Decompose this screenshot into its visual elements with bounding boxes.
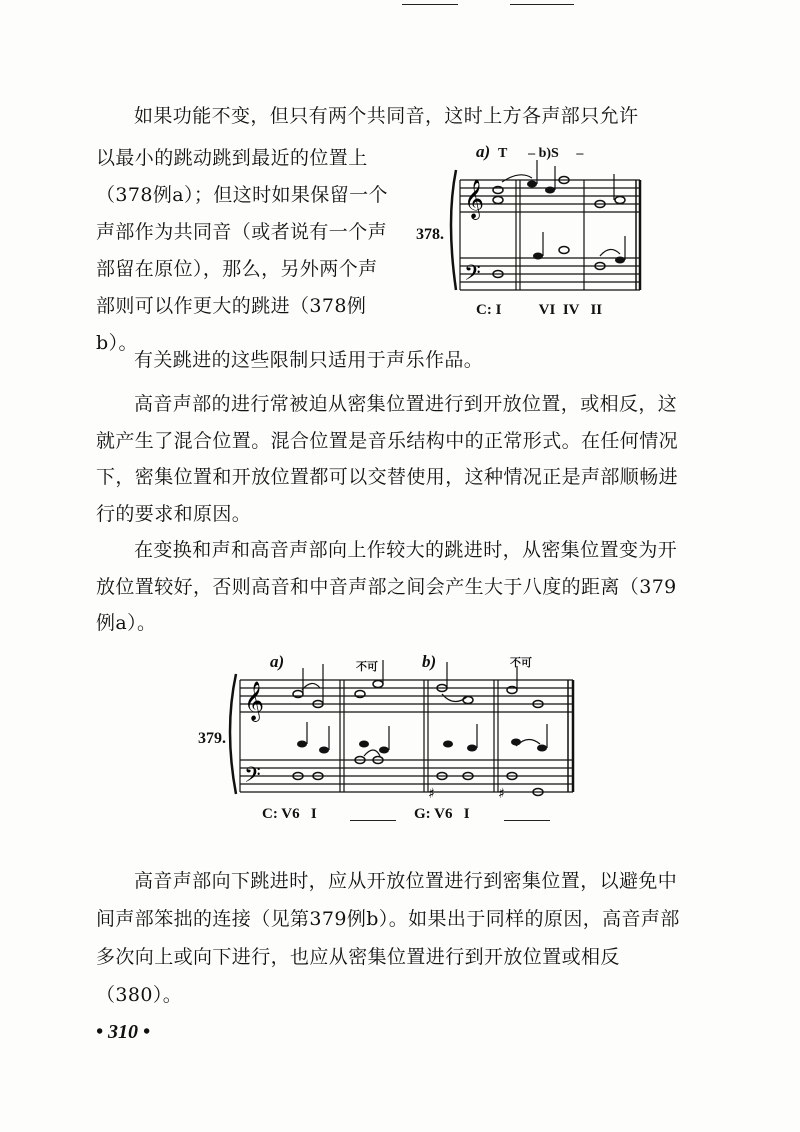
example-379-not-allowed-1: 不可 — [356, 660, 378, 673]
example-379-number: 379. — [198, 730, 226, 747]
svg-text:𝄞: 𝄞 — [244, 681, 265, 721]
example-378-mark-a: a) — [476, 142, 491, 161]
svg-text:♯: ♯ — [498, 786, 505, 802]
top-rule-left — [402, 4, 458, 5]
example-378-number: 378. — [416, 226, 444, 243]
svg-text:𝄞: 𝄞 — [464, 179, 485, 219]
example-379-staff — [228, 660, 578, 800]
paragraph-5: 高音声部向下跳进时，应从开放位置进行到密集位置，以避免中间声部笨拙的连接（见第379例b）。如果出于同样的原因，高音声部多次向上或向下进行，也应从密集位置进行到开放位置或相反（380）。 — [96, 870, 680, 1006]
svg-text:𝄢: 𝄢 — [464, 261, 481, 291]
paragraph-1-line-1: 如果功能不变，但只有两个共同音，这时上方各声部只允许 — [134, 105, 639, 127]
paragraph-2: 有关跳进的这些限制只适用于声乐作品。 — [134, 349, 484, 371]
paragraph-1-wrapped: 以最小的跳动跳到最近的位置上（378例a）；但这时如果保留一个声部作为共同音（或者说有一个声部留在原位），那么，另外两个声部则可以作更大的跳进（378例b）。 — [96, 147, 388, 354]
example-379-mark-b: b) — [422, 652, 437, 671]
example-379-underline-2 — [504, 820, 550, 821]
example-379-chord-labels-g: G: V6 I — [414, 806, 470, 822]
example-379-mark-a: a) — [270, 652, 285, 671]
page-number: • 310 • — [96, 1021, 151, 1043]
example-379-chord-labels-c: C: V6 I — [262, 806, 317, 822]
top-rule-right — [510, 4, 574, 5]
example-379-underline-1 — [350, 820, 396, 821]
example-379-not-allowed-2: 不可 — [510, 656, 532, 669]
paragraph-3: 高音声部的进行常被迫从密集位置进行到开放位置，或相反，这就产生了混合位置。混合位置是音乐结构中的正常形式。在任何情况下，密集位置和开放位置都可以交替使用，这种情况正是声部顺畅进行的要求和原因。 — [96, 393, 679, 525]
example-378-staff — [450, 160, 650, 300]
paragraph-4: 在变换和声和高音声部向上作较大的跳进时，从密集位置变为开放位置较好，否则高音和中音声部之间会产生大于八度的距离（379例a）。 — [96, 539, 678, 634]
example-378-top-marks: T – b)S – — [498, 146, 584, 161]
svg-text:𝄢: 𝄢 — [244, 763, 261, 793]
svg-text:♯: ♯ — [428, 786, 435, 802]
example-378-chord-labels: C: I VI IV II — [476, 302, 603, 318]
